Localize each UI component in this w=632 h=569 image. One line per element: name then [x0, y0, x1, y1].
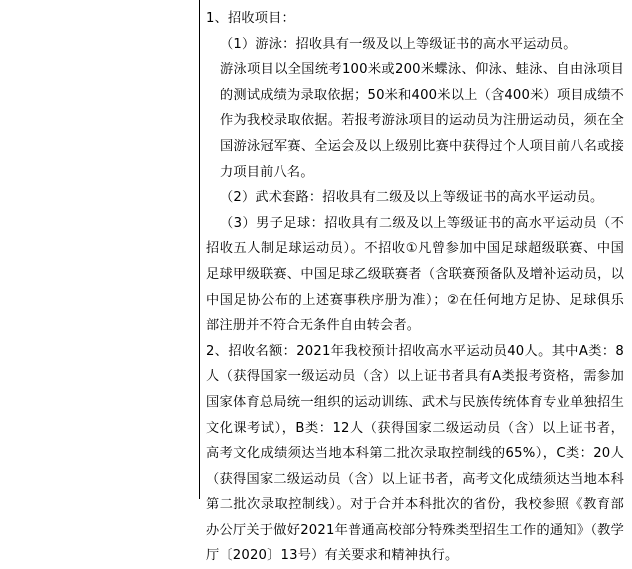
document-body: [206, 6, 624, 569]
program-swimming: （1）游泳：招收具有一级及以上等级证书的高水平运动员。: [220, 36, 577, 52]
program-swimming-detail: 游泳项目以全国统考100米或200米蝶泳、仰泳、蛙泳、自由泳项目的测试成绩为录取依据；50米和400米以上（含400米）项目成绩不作为我校录取依据。若报考游泳项目的运动员为注册运动员，须在全国游泳冠军赛、全运会及以上级别比赛中获得过个人项目前八名或接力项目前八名。: [220, 62, 624, 180]
recruitment-quota: 2、招收名额：2021年我校预计招收高水平运动员40人。其中A类：8人（获得国家一级运动员（含）以上证书者具有A类报考资格，需参加国家体育总局统一组织的运动训练、武术与民族传统体育专业单独招生文化课考试），B类：12人（获得国家二级运动员（含）以上证书者，高考文化成绩须达当地本科第二批次录取控制线的65%），C类：20人（获得国家二级运动员（含）以上证书者，高考文化成绩须达当地本科第二批次录取控制线）。对于合并本科批次的省份，我校参照《教育部办公厅关于做好2021年普通高校部分特殊类型招生工作的通知》（教学厅〔2020〕13号）有关要求和精神执行。: [206, 343, 624, 564]
program-wushu-taolu: （2）武术套路：招收具有二级及以上等级证书的高水平运动员。: [220, 190, 604, 206]
program-mens-football: （3）男子足球：招收具有二级及以上等级证书的高水平运动员（不招收五人制足球运动员）。不招收①凡曾参加中国足球超级联赛、中国足球甲级联赛、中国足球乙级联赛者（含联赛预备队及增补运动员，以中国足协公布的上述赛事秩序册为准）；②在任何地方足协、足球俱乐部注册并不符合无条件自由转会者。: [206, 215, 624, 334]
page-left-rule: [199, 0, 200, 499]
recruitment-programs-heading: 1、招收项目：: [206, 11, 295, 26]
